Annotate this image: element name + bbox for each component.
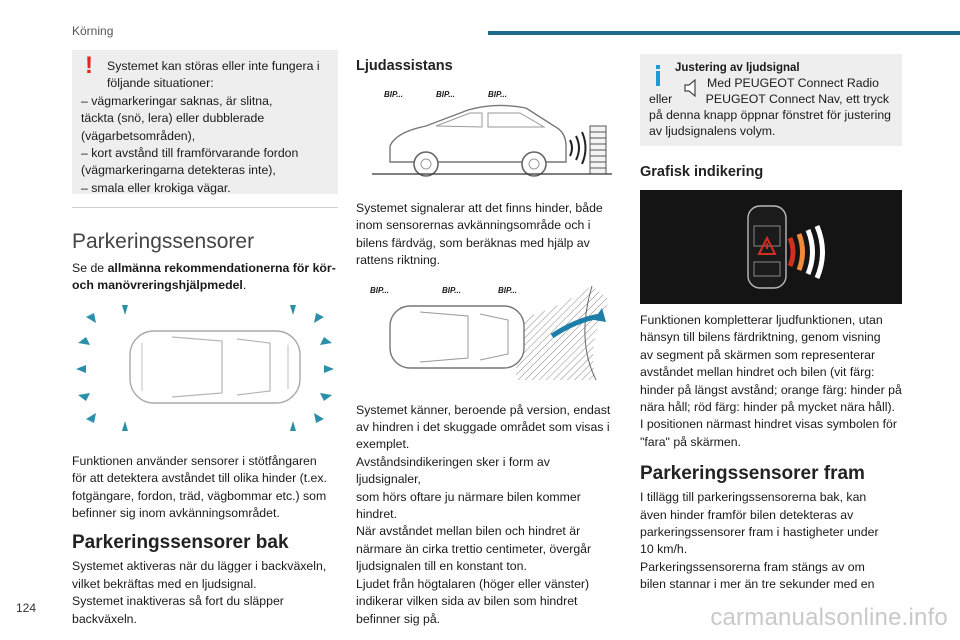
speaker-icon <box>682 77 702 99</box>
parking-display-screen <box>640 190 902 304</box>
warning-exclamation-icon: ! <box>85 52 93 79</box>
rear-sensors-paragraph: Systemet aktiveras när du lägger i backväxeln, vilket bekräftas med en ljudsignal. Systemet inaktiveras så fort du släpper backväxeln. <box>72 559 327 626</box>
distance-indication-paragraph: Systemet känner, beroende på version, endast av hindren i det skuggade området som visas i exemplet. Avståndsindikeringen sker i form av ljudsignaler, som hörs oftare ju närmare bilen kommer hindret. När avståndet mellan bilen och hindret är närmare än cirka trettio centimeter, övergår ljudsignalen till en konstant ton. Ljudet från högtalaren (höger eller vänster) indikerar vilken sida av bilen som hindret befinner sig på. <box>356 402 611 626</box>
sensor-function-paragraph: Funktionen använder sensorer i stötfångaren för att detektera avståndet till olika hinder (t.ex. fotgängare, fordon, träd, vägbommar etc.) som befinner sig inom avkänningsområdet. <box>72 453 327 521</box>
detection-zone-illustration <box>356 280 618 384</box>
warning-text: (vägmarkeringarna detekteras inte), <box>81 163 276 178</box>
warning-text: – kort avstånd till framförvarande fordon <box>81 146 299 161</box>
warning-box <box>72 50 338 194</box>
column-middle <box>356 50 618 628</box>
warning-text: – vägmarkeringar saknas, är slitna, <box>81 93 273 108</box>
intro-paragraph <box>72 260 338 295</box>
info-text: PEUGEOT Connect Nav, ett tryck <box>705 92 890 106</box>
warning-text: – smala eller krokiga vägar. <box>81 180 231 195</box>
info-text: eller <box>649 92 673 106</box>
subheading-front-sensors: Parkeringssensorer fram <box>640 463 865 485</box>
front-sensors-paragraph: I tillägg till parkeringssensorerna bak, kan även hinder framför bilen detekteras av parkeringssensorer fram i hastigheter under 10 km/h. Parkeringssensorerna fram stängs av om bilen stannar i mer än tre sekunder med en <box>640 490 879 592</box>
beep-label: BIP... <box>488 90 507 99</box>
graphic-indication-paragraph: Funktionen kompletterar ljudfunktionen, utan hänsyn till bilens färdriktning, genom visning av segment på skärmen som representerar avståndet mellan hindret och bilen (vit färg: hinder på längst avstånd; orange färg: hinder på nära håll; röd färg: hinder på mycket nära håll). I positionen närmast hindret visas symbolen för "fara" på skärmen. <box>640 313 902 449</box>
column-right <box>640 50 902 594</box>
heading-sound-assist: Ljudassistans <box>356 58 453 74</box>
beep-label: BIP... <box>498 285 517 295</box>
info-icon <box>654 65 662 86</box>
column-left <box>72 50 338 628</box>
beep-label: BIP... <box>442 285 461 295</box>
warning-text: (vägarbetsområden), <box>81 128 196 143</box>
sensor-coverage-illustration <box>72 303 338 433</box>
section-title: Parkeringssensorer <box>72 230 255 253</box>
intro-link-text: allmänna rekommendationerna för kör- <box>107 261 336 275</box>
beep-label: BIP... <box>384 90 403 99</box>
header-section-label: Körning <box>72 24 114 38</box>
page-number: 124 <box>16 601 37 615</box>
beep-label: BIP... <box>370 285 389 295</box>
warning-text: täckta (snö, lera) eller dubblerade <box>81 111 265 126</box>
warning-text: Systemet kan störas eller inte fungera i <box>107 59 320 73</box>
warning-text: följande situationer: <box>107 76 214 91</box>
info-text: av ljudsignalens volym. <box>649 124 776 138</box>
header-accent-bar <box>488 31 960 35</box>
rear-car-illustration <box>356 86 618 186</box>
intro-link-text: och manövreringshjälpmedel <box>72 278 243 293</box>
section-divider <box>72 207 338 208</box>
watermark: carmanualsonline.info <box>710 604 948 631</box>
intro-text: Se de <box>72 261 108 275</box>
info-text: Med PEUGEOT Connect Radio <box>707 76 880 90</box>
beep-label: BIP... <box>436 90 455 99</box>
info-text: på denna knapp öppnar fönstret för justering <box>649 108 892 122</box>
intro-text: . <box>242 278 247 293</box>
subheading-rear-sensors: Parkeringssensorer bak <box>72 532 289 554</box>
heading-graphic-indication: Grafisk indikering <box>640 164 764 180</box>
info-box <box>640 54 902 146</box>
sound-assist-paragraph: Systemet signalerar att det finns hinder, både inom sensorernas avkänningsområde och i bilens färdväg, som beräknas med hjälp av rattens riktning. <box>356 201 603 268</box>
info-title: Justering av ljudsignal <box>675 62 800 74</box>
